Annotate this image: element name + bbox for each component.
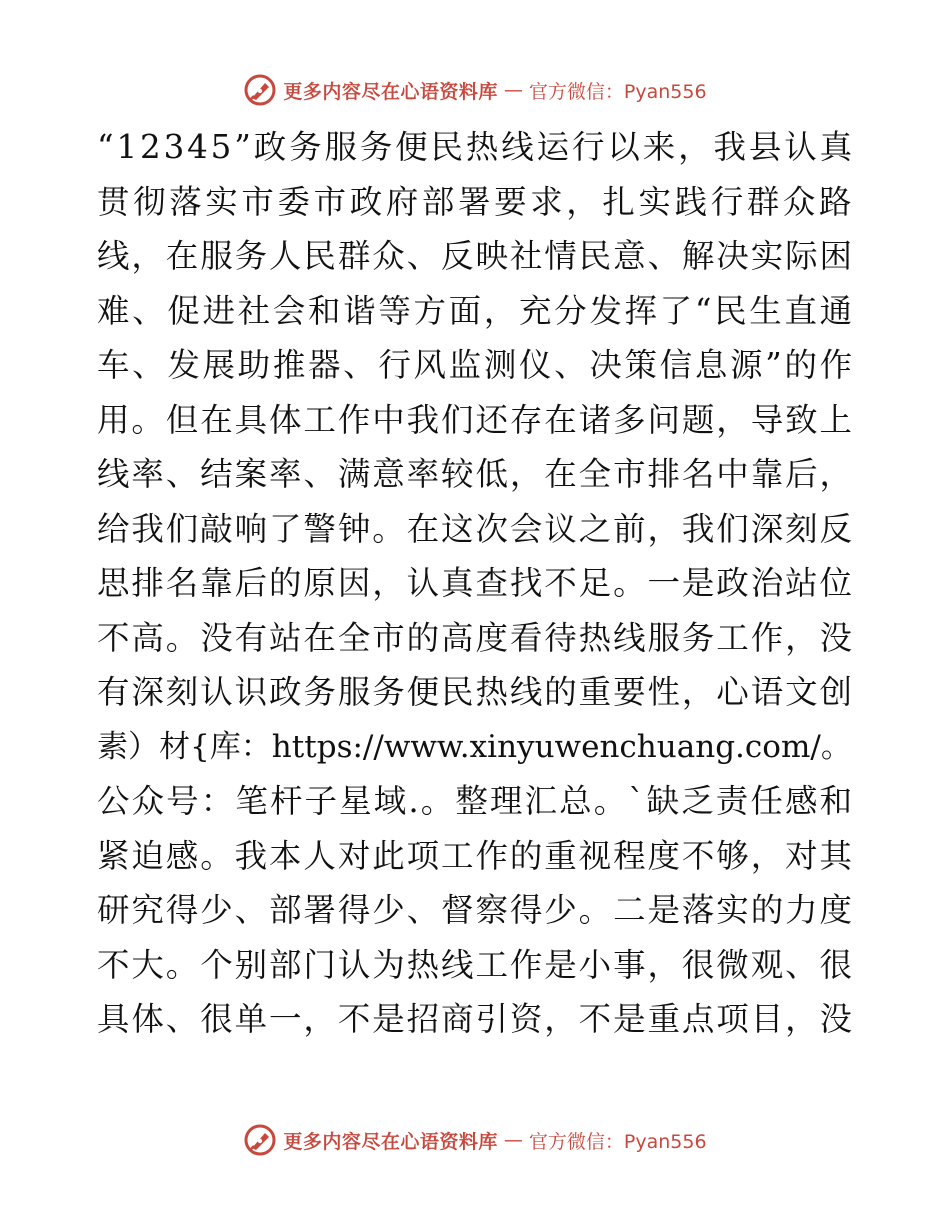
body-line: 思排名靠后的原因，认真查找不足。一是政治站位 [97, 564, 854, 602]
body-line: 素）材{库：https://www.xinyuwenchuang.com/。 [97, 728, 852, 765]
footer-watermark [0, 1120, 950, 1160]
body-line: 公众号：笔杆子星域.。整理汇总。`缺乏责任感和 [97, 782, 855, 820]
body-line: 给我们敲响了警钟。在这次会议之前，我们深刻反 [97, 509, 854, 548]
body-line: 贯彻落实市委市政府部署要求，扎实践行群众路 [97, 182, 856, 221]
body-line: “12345”政务服务便民热线运行以来，我县认真 [97, 128, 855, 166]
watermark-wechat: 官方微信：Pyan556 [528, 80, 707, 103]
body-line: 用。但在具体工作中我们还存在诸多问题，导致上 [97, 400, 854, 439]
watermark-dash: — [503, 79, 523, 101]
body-line: 有深刻认识政务服务便民热线的重要性，心语文创 [97, 673, 854, 711]
body-line: 线，在服务人民群众、反映社情民意、解决实际困 [97, 237, 854, 275]
body-line: 不高。没有站在全市的高度看待热线服务工作，没 [97, 618, 854, 657]
pen-nib-logo-icon [243, 73, 277, 107]
watermark-title: 更多内容尽在心语资料库 [283, 80, 498, 103]
body-line: 难、促进社会和谐等方面，充分发挥了“民生直通 [97, 291, 855, 330]
body-line: 线率、结案率、满意率较低，在全市排名中靠后， [97, 455, 854, 493]
watermark-dash: — [503, 1129, 523, 1151]
body-line: 研究得少、部署得少、督察得少。二是落实的力度 [97, 891, 854, 929]
watermark-title: 更多内容尽在心语资料库 [283, 1130, 498, 1153]
body-line: 紧迫感。我本人对此项工作的重视程度不够，对其 [97, 836, 854, 875]
document-body [97, 120, 857, 1047]
body-line: 车、发展助推器、行风监测仪、决策信息源”的作 [97, 346, 855, 384]
body-line: 具体、很单一，不是招商引资，不是重点项目，没 [97, 1000, 854, 1038]
header-watermark [0, 70, 950, 110]
watermark-wechat: 官方微信：Pyan556 [528, 1130, 707, 1153]
body-line: 不大。个别部门认为热线工作是小事，很微观、很 [97, 945, 854, 984]
pen-nib-logo-icon [243, 1123, 277, 1157]
